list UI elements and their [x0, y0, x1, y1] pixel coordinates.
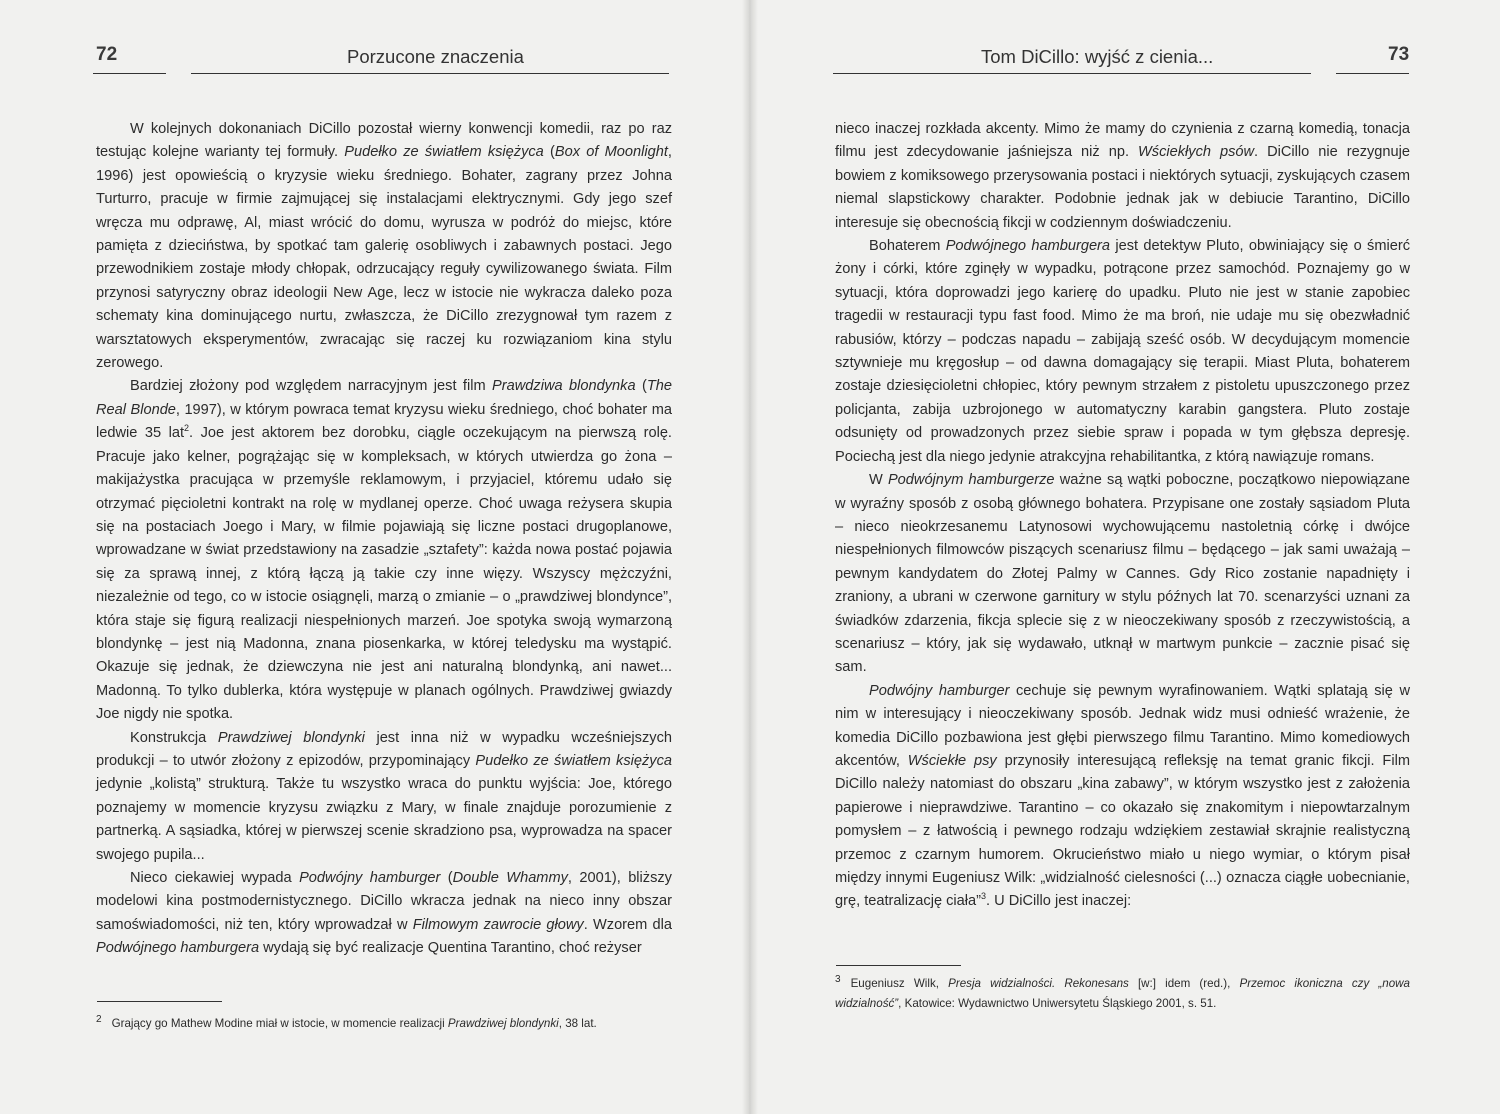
paragraph: [96, 867, 672, 961]
text-run: cechuje się pewnym wyrafinowaniem. Wątki splatają się w nim w interesujący i nieoczekiwany sposób. Jednak widz musi odnieść wrażenie, że komedia DiCillo pozbawiona jest głębi pierwszego filmu Tarantino. Mimo komediowych akcentów,: [835, 682, 1410, 769]
right-footnote: [835, 974, 1410, 1014]
paragraph: [96, 727, 672, 867]
text-run: , Katowice: Wydawnictwo Uniwersytetu Śląskiego 2001, s. 51.: [898, 997, 1217, 1010]
text-run: przynosiły interesującą refleksję na temat granic fikcji. Film DiCillo należy natomiast do obszaru „kina zabawy”, w którym wszystko jest z założenia papierowe i nieprawdziwe. Tarantino – co okazało się znakomitym i niepowtarzalnym pomysłem – z łatwością i pewnego rodzaju wdziękiem zestawiał skrajnie realistyczną przemoc z czarnym humorem. Okrucieństwo miało u niego wymiar, o którym pisał między innymi Eugeniusz Wilk: „widzialność cielesności (...) oznacza ciągłe uobecnianie, grę, teatralizację ciała”: [835, 752, 1410, 910]
paragraph: [96, 375, 672, 726]
text-run: . Joe jest aktorem bez dorobku, ciągle oczekującym na pierwszą rolę. Pracuje jako kelner, pogrążając się w kompleksach, w których utwierdza go żona – makijażystka pracująca w przemyśle reklamowym, i przyjaciel, któremu udało się otrzymać pięcioletni kontrakt na rolę w mydlanej operze. Choć uwaga reżysera skupia się na postaciach Joego i Mary, w filmie pojawiają się liczne postaci drugoplanowe, wprowadzane w świat przedstawiony na zasadzie „sztafety”: każda nowa postać pojawia się za sprawą innej, z którą łączą ją takie czy inne więzy. Wszyscy mężczyźni, niezależnie od tego, co w istocie osiągnęli, marzą o zmianie – o „prawdziwej blondynce”, która staje się figurą realizacji niespełnionych marzeń. Joe spotyka swoją wymarzoną blondynkę – jest nią Madonna, znana piosenkarka, w której teledysku ma wystąpić. Okazuje się jednak, że dziewczyna nie jest ani naturalną blondynką, ani nawet... Madonną. To tylko dublerka, która występuje w planach ogólnych. Prawdziwej gwiazdy Joe nigdy nie spotka.: [96, 425, 672, 723]
italic-title: Pudełko ze światłem księżyca: [475, 752, 672, 769]
paragraph: [835, 118, 1410, 235]
text-run: Eugeniusz Wilk,: [850, 977, 949, 990]
left-header-rule-long: [191, 73, 669, 74]
footnote-number: 2: [96, 1014, 102, 1026]
text-run: jest inna niż w wypadku wcześniejszych produkcji – to utwór złożony z epizodów, przypominający: [96, 729, 672, 769]
left-page-number: 72: [96, 44, 118, 65]
right-header-rule-long: [833, 73, 1311, 74]
italic-title: Podwójnym hamburgerze: [887, 472, 1055, 489]
text-run: W kolejnych dokonaniach DiCillo pozostał wierny konwencji komedii, raz po raz testując kolejne warianty tej formuły.: [96, 121, 672, 161]
left-page: [0, 0, 745, 1114]
left-header: [0, 44, 745, 76]
italic-title: Podwójnego hamburgera: [945, 238, 1111, 255]
text-run: Konstrukcja: [130, 729, 218, 746]
right-footnote-rule: [836, 965, 961, 966]
text-run: Nieco ciekawiej wypada: [130, 870, 300, 886]
footnote-number: 3: [835, 974, 841, 986]
italic-title: Przemoc ikoniczna czy „nowa widzialność”: [835, 977, 1410, 1010]
italic-title: Box of Moonlight: [554, 144, 668, 161]
right-page: [755, 0, 1500, 1114]
right-header-rule-short: [1336, 73, 1409, 74]
right-body-text: [835, 118, 1410, 914]
italic-title: Prawdziwej blondynki: [447, 1017, 559, 1030]
text-run: [w:] idem (red.),: [1128, 977, 1240, 990]
text-run: (: [543, 144, 555, 161]
italic-title: Podwójny hamburger: [299, 870, 441, 886]
italic-title: Prawdziwej blondynki: [217, 729, 365, 746]
italic-title: Filmowym zawrocie głowy: [412, 916, 584, 933]
italic-title: Prawdziwa blondynka: [492, 378, 636, 395]
paragraph: [835, 235, 1410, 469]
left-footnote-rule: [97, 1001, 222, 1002]
text-run: Bohaterem: [869, 238, 946, 255]
italic-title: Podwójny hamburger: [869, 682, 1010, 699]
italic-title: Double Whammy: [452, 870, 568, 886]
italic-title: Pudełko ze światłem księżyca: [344, 144, 544, 161]
text-run: W: [869, 472, 888, 489]
left-header-rule-short: [93, 73, 166, 74]
italic-title: Wściekłych psów: [1138, 144, 1255, 161]
text-run: . Wzorem dla: [583, 916, 672, 933]
footnote-ref: 3: [981, 891, 987, 902]
text-run: , 1996) jest opowieścią o kryzysie wieku średniego. Bohater, zagrany przez Johna Turturro, pracuje w firmie zajmującej się instalacjami elektrycznymi. Gdy jego szef wręcza mu odprawę, Al, miast wrócić do domu, wyrusza w podróż do miejsc, które pamięta z dzieciństwa, by spotkać tam galerię osobliwych i zabawnych postaci. Jego przewodnikiem zostaje młody chłopak, odrzucający reguły cywilizowanego świata. Film przynosi satyryczny obraz ideologii New Age, lecz w istocie nie wykracza daleko poza schematy kina dominującego nurtu, zwłaszcza, że DiCillo zrezygnował tym razem z warsztatowych eksperymentów, zwracając się raczej ku rozwiązaniom kina stylu zerowego.: [96, 144, 672, 372]
text-run: , 2001), bliższy modelowi kina postmodernistycznego. DiCillo wkracza jednak na nieco inny obszar samoświadomości, niż ten, który wprowadzał w: [96, 870, 672, 933]
text-run: , 1997), w którym powraca temat kryzysu wieku średniego, choć bohater ma ledwie 35 lat: [96, 401, 672, 442]
text-run: (: [635, 378, 647, 395]
italic-title: Wściekłe psy: [907, 752, 997, 769]
text-run: jedynie „kolistą” strukturą. Także tu wszystko wraca do punktu wyjścia: Joe, którego poznajemy w momencie kryzysu związku z Mary, w finale znajduje porozumienie z partnerką. A sąsiadka, której w pierwszej scenie skradziono psa, wyprowadza na spacer swojego pupila...: [96, 776, 672, 863]
text-run: jest detektyw Pluto, obwiniający się o śmierć żony i córki, które zginęły w wypadku, potrącone przez samochód. Poznajemy go w sytuacji, która doprowadzi jego karierę do upadku. Pluto nie jest w stanie zapobiec tragedii w restauracji typu fast food. Mimo że ma broń, nie udaje mu się obezwładnić rabusiów, którzy – podczas napadu – zabijają sześć osób. W decydującym momencie sztywnieje mu kręgosłup – od dawna domagający się terapii. Miast Pluta, bohaterem zostaje dziesięcioletni chłopiec, który pewnym strzałem z pistoletu upuszczonego przez policjanta, zabija uzbrojonego w automatyczny karabin gangstera. Pluto zostaje odsunięty od prowadzonych przez siebie spraw i popada w tym głębsza depresję. Pociechą jest dla niego jedynie atrakcyjna rehabilitantka, z którą nawiązuje romans.: [835, 238, 1411, 465]
left-footnote: [96, 1014, 672, 1034]
italic-title: The Real Blonde: [96, 378, 672, 418]
right-running-head: Tom DiCillo: wyjść z cienia...: [981, 46, 1214, 67]
text-run: wydają się być realizacje Quentina Tarantino, choć reżyser: [259, 940, 642, 957]
left-running-head: Porzucone znaczenia: [347, 46, 524, 67]
left-body-text: [96, 118, 672, 961]
text-run: ważne są wątki poboczne, początkowo niepowiązane w wyraźny sposób z osobą głównego bohatera. Przypisane one zostały sąsiadom Pluta – nieco nieokrzesanemu Latynosowi wychowującemu nastoletnią córkę i dwójce niespełnionych filmowców piszących scenariusz filmu – będącego – jak sami uważają – pewnym kandydatem do Złotej Palmy w Cannes. Gdy Rico zostanie napadnięty i zraniony, a ubrani w czerwone garnitury w stylu późnych lat 70. scenarzyści uznani za świadków zdarzenia, fikcja splecie się z w nieoczekiwany sposób z rzeczywistością, a scenariusz – który, jak się wydawało, utknął w martwym punkcie – zacznie pisać się sam.: [835, 472, 1410, 676]
right-header: [755, 44, 1500, 76]
paragraph: [835, 680, 1410, 914]
text-run: (: [440, 870, 453, 886]
text-run: , 38 lat.: [558, 1017, 597, 1030]
text-run: nieco inaczej rozkłada akcenty. Mimo że mamy do czynienia z czarną komedią, tonacja filmu jest zdecydowanie jaśniejsza niż np.: [835, 121, 1410, 161]
paragraph: [96, 118, 672, 375]
text-run: Grający go Mathew Modine miał w istocie, w momencie realizacji: [111, 1017, 448, 1030]
text-run: Bardziej złożony pod względem narracyjnym jest film: [130, 378, 493, 395]
italic-title: Podwójnego hamburgera: [96, 940, 260, 957]
footnote-ref: 2: [184, 423, 190, 434]
text-run: . U DiCillo jest inaczej:: [986, 893, 1132, 910]
italic-title: Presja widzialności. Rekonesans: [948, 977, 1129, 990]
right-page-number: 73: [1388, 44, 1410, 65]
text-run: . DiCillo nie rezygnuje bowiem z komiksowego przerysowania postaci i niektórych sytuacji, zyskujących czasem niemal slapstickowy charakter. Podobnie jednak jak w debiucie Tarantino, DiCillo interesuje się obecnością fikcji w codziennym doświadczeniu.: [835, 144, 1410, 231]
paragraph: [835, 469, 1410, 680]
